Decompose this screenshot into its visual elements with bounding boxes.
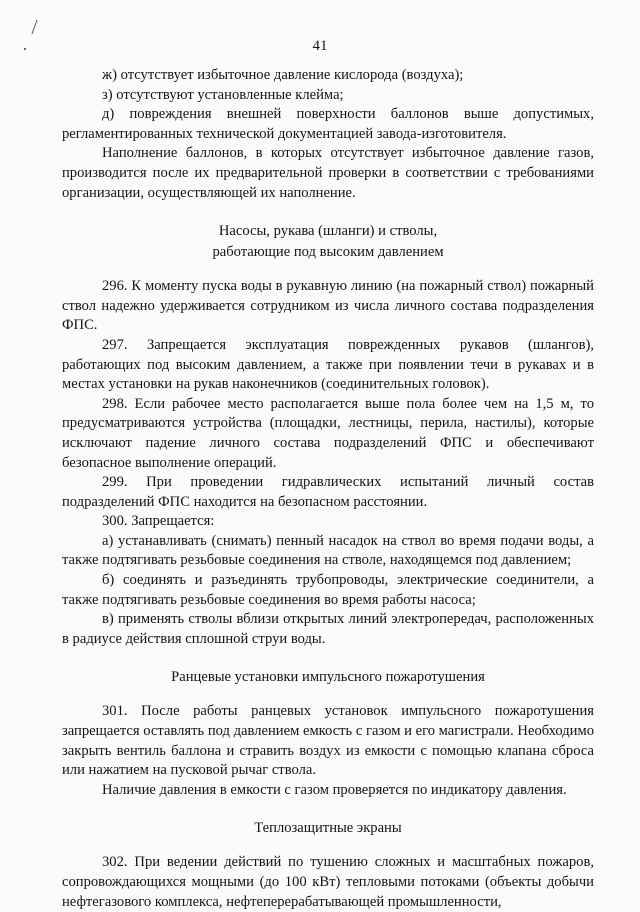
spacer <box>62 203 594 221</box>
section-heading: Насосы, рукава (шланги) и стволы, <box>218 223 438 240</box>
spacer <box>62 263 594 277</box>
paragraph: б) соединять и разъединять трубопроводы, электрические соединители, а также подтягивать резьбовые соединения во время работы насоса; <box>62 572 594 608</box>
document-body <box>62 66 594 912</box>
paragraph: 297. Запрещается эксплуатация поврежденных рукавов (шлангов), работающих под высоким давлением, а также при появлении течи в рукавах и в местах установки на рукав наконечников (соединительных головок). <box>62 336 594 393</box>
paragraph: 300. Запрещается: <box>102 513 215 530</box>
paragraph: 296. К моменту пуска воды в рукавную линию (на пожарный ствол) пожарный ствол надежно удерживается сотрудником из числа личного состава подразделения ФПС. <box>62 278 594 334</box>
spacer <box>62 839 594 853</box>
paragraph: 302. При ведении действий по тушению сложных и масштабных пожаров, сопровождающихся мощными (до 100 кВт) тепловыми потоками (объекты добычи нефтегазового комплекса, нефтеперерабатывающей промышленности, <box>62 854 594 910</box>
page-number: 41 <box>312 38 328 54</box>
section-heading: Ранцевые установки импульсного пожаротушения <box>171 669 485 686</box>
paragraph: ж) отсутствует избыточное давление кислорода (воздуха); <box>102 67 464 83</box>
paragraph: 301. После работы ранцевых установок импульсного пожаротушения запрещается оставлять под давлением емкость с газом и его магистрали. Необходимо закрыть вентиль баллона и стравить воздух из емкости с помощью клапана сброса или нажатием на пусковой рычаг ствола. <box>62 703 594 779</box>
scan-mark <box>31 20 41 34</box>
paragraph: в) применять стволы вблизи открытых линий электропередач, расположенных в радиусе действия сплошной струи воды. <box>62 611 594 647</box>
section-heading: Теплозащитные экраны <box>254 820 402 837</box>
paragraph: 299. При проведении гидравлических испытаний личный состав подразделений ФПС находится на безопасном расстоянии. <box>62 474 594 510</box>
paragraph: а) устанавливать (снимать) пенный насадок на ствол во время подачи воды, а также подтягивать резьбовые соединения на стволе, находящемся под давлением; <box>62 532 594 569</box>
paragraph: д) повреждения внешней поверхности баллонов выше допустимых, регламентированных технической документацией завода-изготовителя. <box>62 106 594 142</box>
paragraph: Наличие давления в емкости с газом проверяется по индикатору давления. <box>102 781 567 798</box>
paragraph: 298. Если рабочее место располагается выше пола более чем на 1,5 м, то предусматриваются устройства (площадки, лестницы, перила, настилы), которые исключают падение личного состава подразделений ФПС и обеспечивают безопасное выполнение операций. <box>62 395 594 471</box>
spacer <box>62 800 594 818</box>
spacer <box>62 649 594 667</box>
paragraph: з) отсутствуют установленные клейма; <box>102 86 344 103</box>
spacer <box>62 688 594 702</box>
section-heading: работающие под высоким давлением <box>212 244 444 261</box>
paragraph: Наполнение баллонов, в которых отсутствует избыточное давление газов, производится после их предварительной проверки в соответствии с требованиями организации, осуществляющей их наполнение. <box>62 145 594 201</box>
